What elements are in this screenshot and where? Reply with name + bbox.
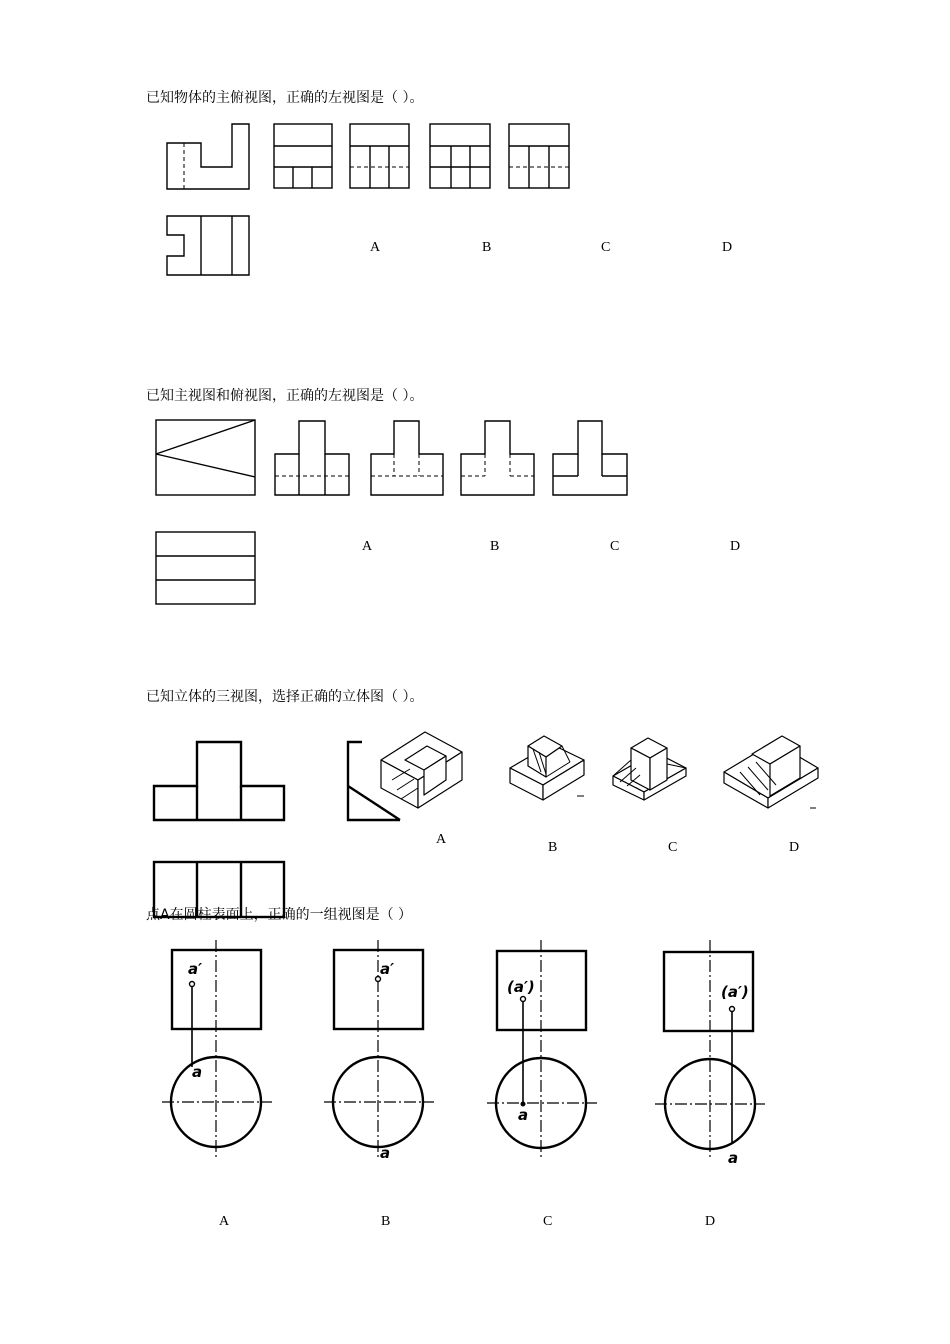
q4-option-c-label: C bbox=[543, 1214, 553, 1229]
q4b-point-a-label: a bbox=[380, 1144, 391, 1162]
question-4-prompt: 点A在圆柱表面上，正确的一组视图是（ ） bbox=[146, 907, 413, 923]
q1-option-a-label: A bbox=[370, 240, 381, 255]
q4a-point-a-label: a bbox=[192, 1063, 203, 1081]
question-1-prompt: 已知物体的主俯视图，正确的左视图是（ ）。 bbox=[146, 90, 424, 106]
q3-option-b-label: B bbox=[548, 840, 558, 855]
q2-option-a-label: A bbox=[362, 539, 373, 554]
q4-option-b-label: B bbox=[381, 1214, 391, 1229]
q1-option-c-label: C bbox=[601, 240, 611, 255]
q4a-point-a-prime-label: a′ bbox=[188, 960, 203, 978]
q4d-point-a-label: a bbox=[728, 1149, 739, 1167]
q3-option-a-label: A bbox=[436, 832, 447, 847]
q4b-point-a-prime-label: a′ bbox=[380, 960, 395, 978]
q3-option-c-label: C bbox=[668, 840, 678, 855]
q1-option-b-label: B bbox=[482, 240, 492, 255]
q1-option-d-label: D bbox=[722, 240, 733, 255]
q4c-point-a-prime-label: (a′) bbox=[507, 978, 535, 996]
q2-option-c-label: C bbox=[610, 539, 620, 554]
q4-option-b-figure bbox=[324, 940, 434, 1160]
q4-option-d-figure bbox=[655, 940, 765, 1160]
q4-option-c-figure bbox=[487, 940, 597, 1160]
q2-option-b-label: B bbox=[490, 539, 500, 554]
q4-option-d-label: D bbox=[705, 1214, 716, 1229]
q4-option-a-label: A bbox=[219, 1214, 230, 1229]
q3-option-d-label: D bbox=[789, 840, 800, 855]
question-2-prompt: 已知主视图和俯视图，正确的左视图是（ ）。 bbox=[146, 388, 424, 404]
q2-option-d-label: D bbox=[730, 539, 741, 554]
q4-option-a-figure bbox=[162, 940, 272, 1160]
q4d-point-a-prime-label: (a′) bbox=[721, 983, 749, 1001]
q4c-point-a-label: a bbox=[518, 1106, 529, 1124]
question-3-prompt: 已知立体的三视图，选择正确的立体图（ ）。 bbox=[146, 689, 424, 705]
